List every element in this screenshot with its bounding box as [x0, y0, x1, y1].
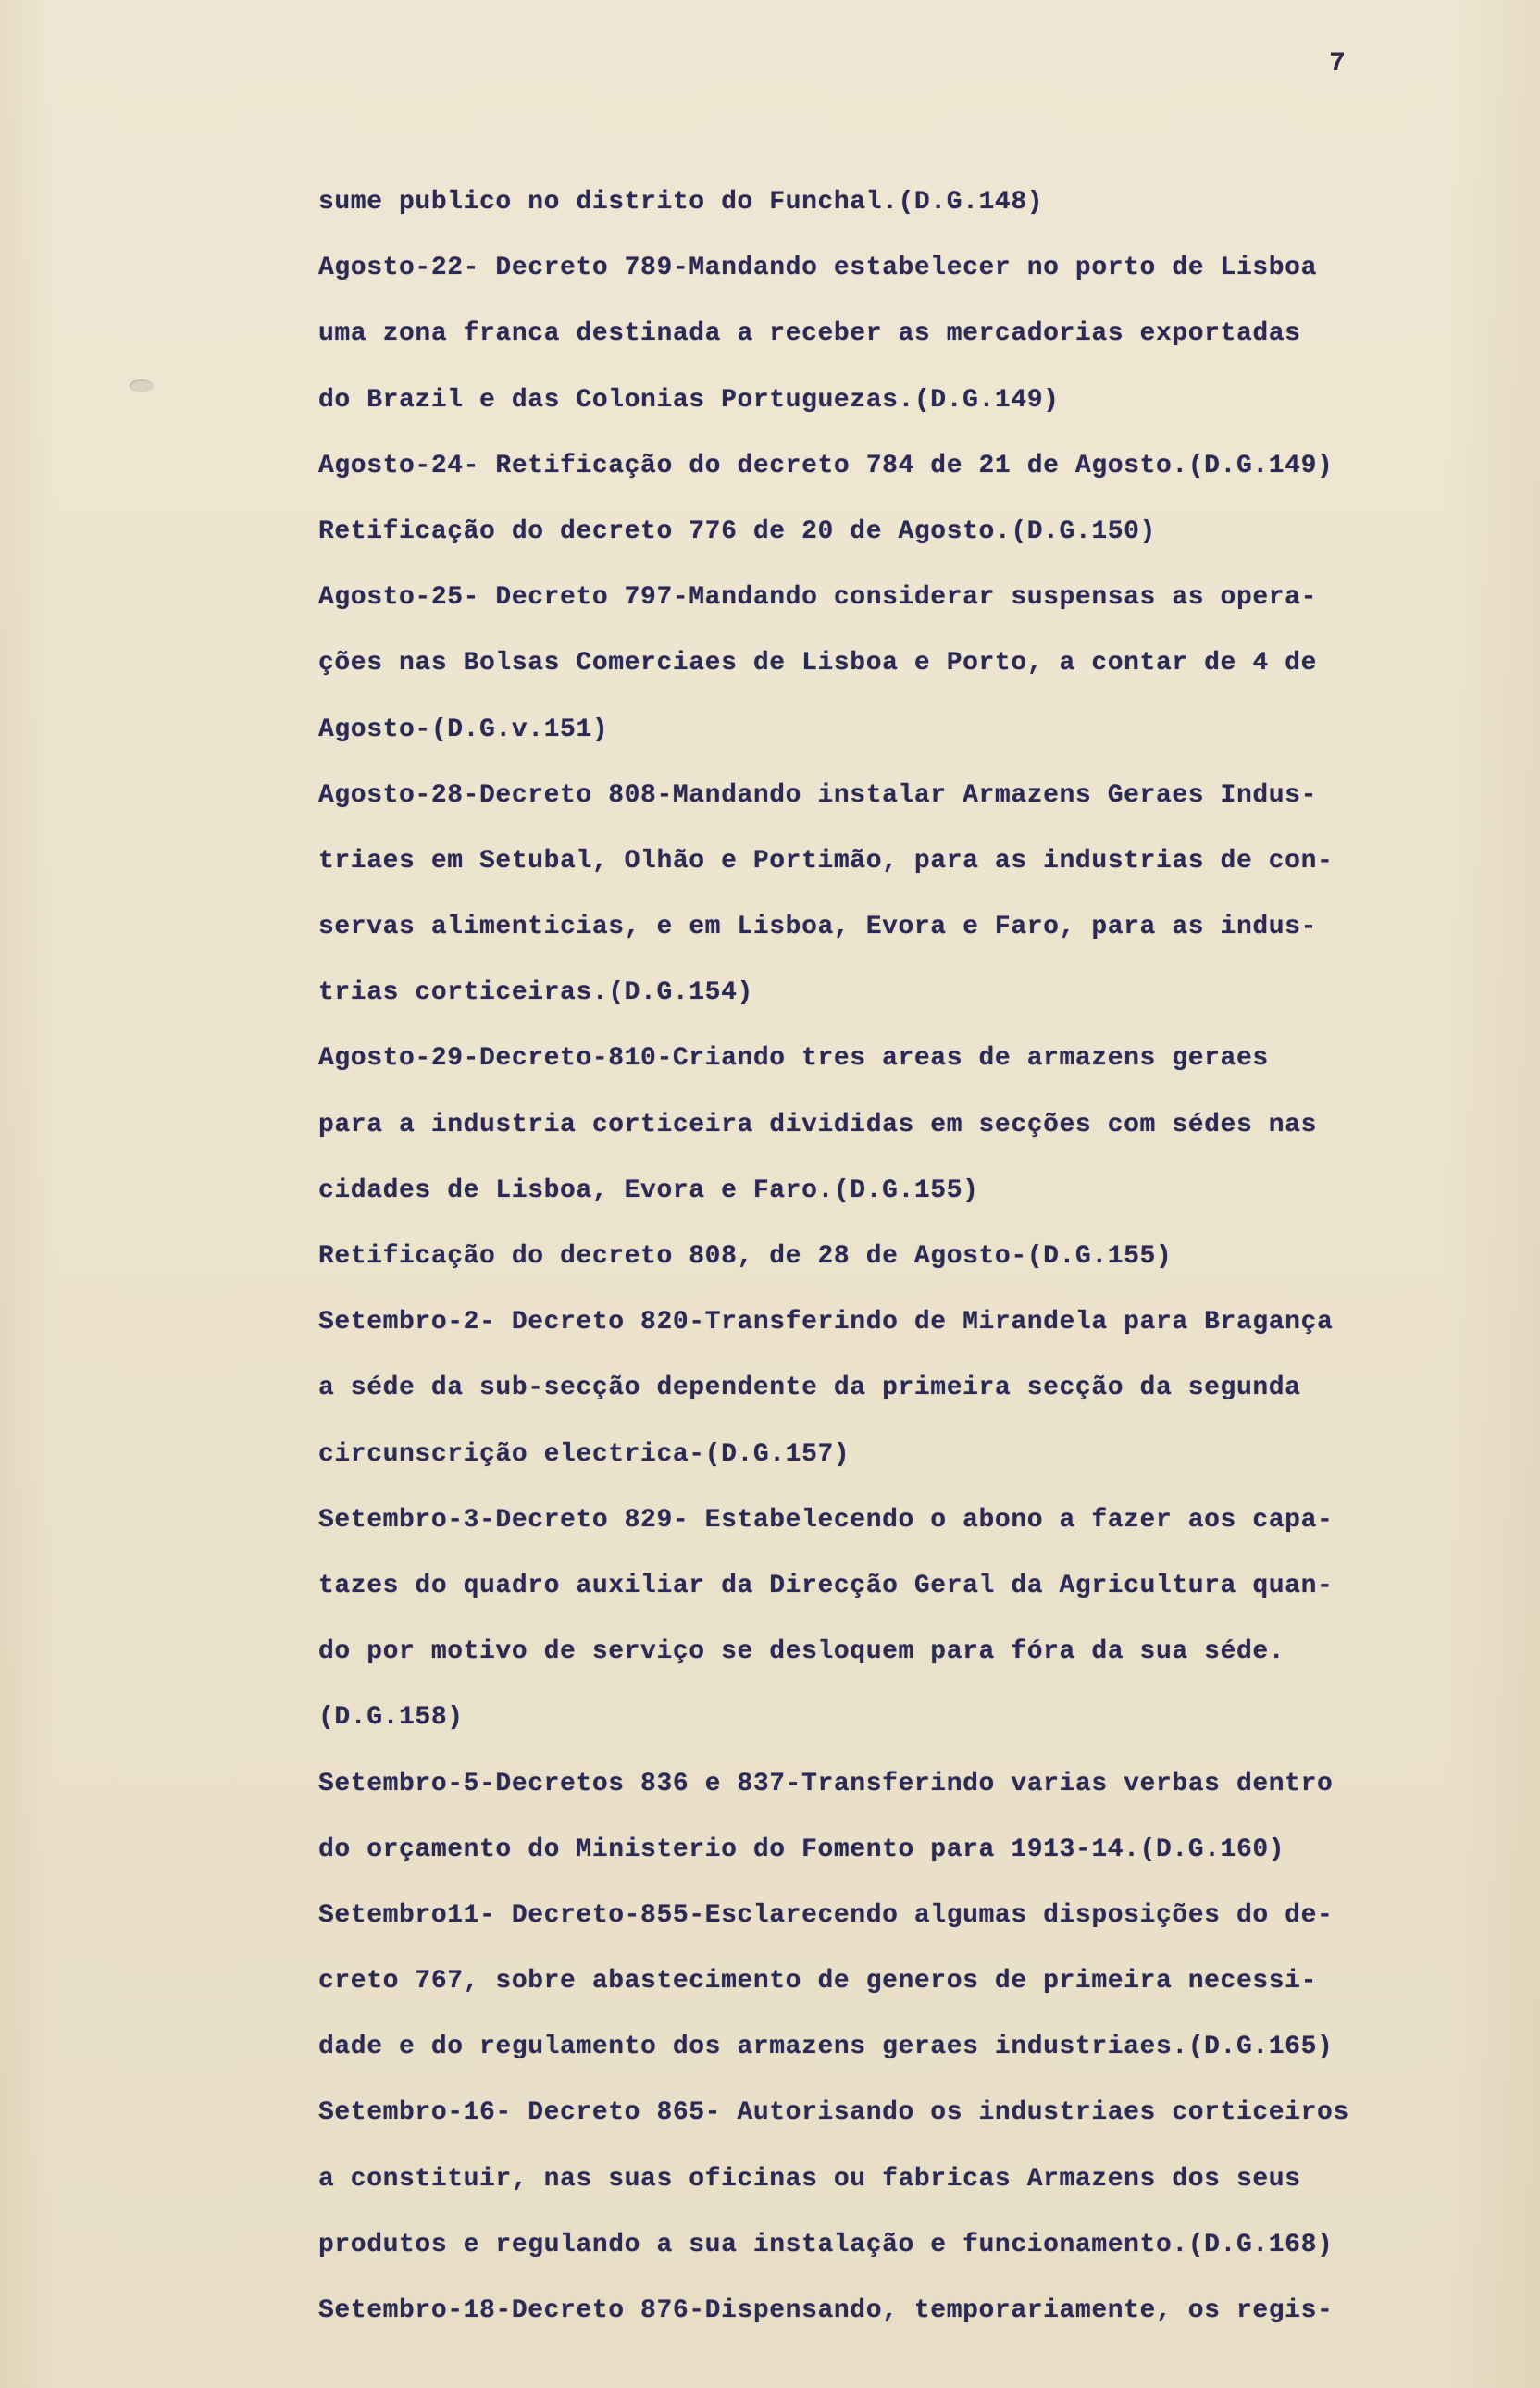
text-line: Agosto-24- Retificação do decreto 784 de 21 de Agosto.(D.G.149)	[318, 451, 1334, 480]
text-line: Setembro-5-Decretos 836 e 837-Transferindo varias verbas dentro	[318, 1769, 1334, 1798]
text-line: tazes do quadro auxiliar da Direcção Geral da Agricultura quan-	[318, 1571, 1334, 1600]
text-line: (D.G.158)	[318, 1703, 464, 1733]
text-line: do por motivo de serviço se desloquem para fóra da sua séde.	[318, 1637, 1285, 1667]
text-line: Setembro-2- Decreto 820-Transferindo de Mirandela para Bragança	[318, 1308, 1334, 1337]
text-line: trias corticeiras.(D.G.154)	[318, 978, 753, 1008]
text-line: Agosto-29-Decreto-810-Criando tres areas de armazens geraes	[318, 1044, 1269, 1074]
text-line: do Brazil e das Colonias Portuguezas.(D.G.149)	[318, 385, 1060, 415]
text-line: triaes em Setubal, Olhão e Portimão, para as industrias de con-	[318, 846, 1334, 876]
text-line: do orçamento do Ministerio do Fomento para 1913-14.(D.G.160)	[318, 1835, 1285, 1864]
text-line: circunscrição electrica-(D.G.157)	[318, 1439, 851, 1469]
decree-list	[318, 169, 1512, 2344]
text-line: para a industria corticeira divididas em secções com sédes nas	[318, 1110, 1317, 1139]
text-line: ções nas Bolsas Comerciaes de Lisboa e Porto, a contar de 4 de	[318, 649, 1317, 678]
text-line: a constituir, nas suas oficinas ou fabricas Armazens dos seus	[318, 2164, 1301, 2194]
text-line: Setembro-3-Decreto 829- Estabelecendo o abono a fazer aos capa-	[318, 1505, 1334, 1535]
text-line: Agosto-22- Decreto 789-Mandando estabelecer no porto de Lisboa	[318, 254, 1317, 283]
text-line: Agosto-(D.G.v.151)	[318, 715, 609, 744]
text-line: Retificação do decreto 808, de 28 de Agosto-(D.G.155)	[318, 1242, 1173, 1271]
text-line: uma zona franca destinada a receber as mercadorias exportadas	[318, 319, 1301, 349]
text-line: Setembro-18-Decreto 876-Dispensando, temporariamente, os regis-	[318, 2296, 1334, 2325]
punch-hole-mark	[130, 379, 154, 392]
text-line: dade e do regulamento dos armazens geraes industriaes.(D.G.165)	[318, 2033, 1334, 2062]
text-line: sume publico no distrito do Funchal.(D.G.148)	[318, 188, 1044, 217]
text-line: produtos e regulando a sua instalação e funcionamento.(D.G.168)	[318, 2230, 1334, 2259]
text-line: a séde da sub-secção dependente da primeira secção da segunda	[318, 1374, 1301, 1403]
text-line: Agosto-28-Decreto 808-Mandando instalar Armazens Geraes Indus-	[318, 780, 1317, 810]
text-line: Setembro-16- Decreto 865- Autorisando os industriaes corticeiros	[318, 2098, 1349, 2128]
text-line: Retificação do decreto 776 de 20 de Agosto.(D.G.150)	[318, 516, 1156, 546]
text-line: servas alimenticias, e em Lisboa, Evora e Faro, para as indus-	[318, 913, 1317, 942]
text-line: creto 767, sobre abastecimento de generos de primeira necessi-	[318, 1967, 1317, 1996]
text-line: Agosto-25- Decreto 797-Mandando considerar suspensas as opera-	[318, 583, 1317, 613]
page-number: 7	[1329, 48, 1347, 80]
text-line: Setembro11- Decreto-855-Esclarecendo algumas disposições do de-	[318, 1900, 1334, 1930]
text-line: cidades de Lisboa, Evora e Faro.(D.G.155)	[318, 1175, 979, 1205]
